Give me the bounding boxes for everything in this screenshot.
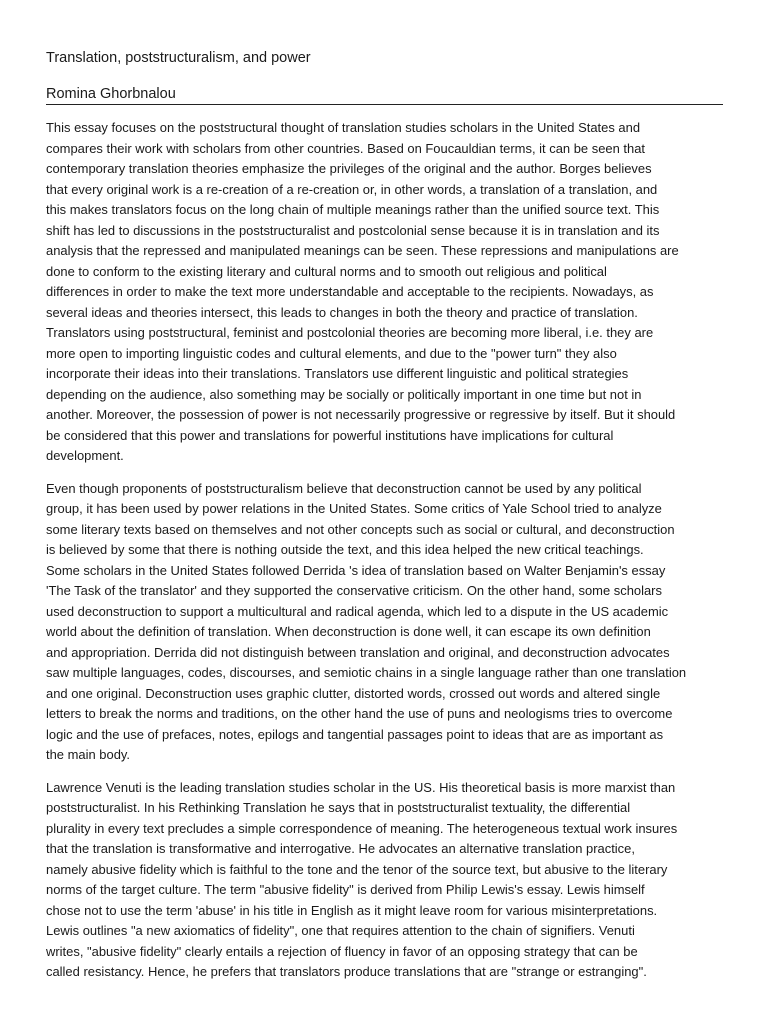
text-line: letters to break the norms and traditions, on the other hand the use of puns and neologisms tries to overcome <box>46 706 673 721</box>
text-line: This essay focuses on the poststructural thought of translation studies scholars in the United States and <box>46 120 641 135</box>
text-line: and one original. Deconstruction uses graphic clutter, distorted words, crossed out words and altered single <box>46 685 661 701</box>
text-line: differences in order to make the text more understandable and acceptable to the recipients. Nowadays, as <box>46 284 654 299</box>
text-line: writes, "abusive fidelity" clearly entails a rejection of fluency in favor of an opposing strategy that can be <box>46 943 638 959</box>
text-line: development. <box>46 448 124 463</box>
text-line: is believed by some that there is nothing outside the text, and this idea helped the new critical teachings. <box>46 542 644 557</box>
text-line: Lewis outlines "a new axiomatics of fidelity", one that requires attention to the chain of signifiers. Venuti <box>46 923 635 938</box>
text-line: saw multiple languages, codes, discourses, and semiotic chains in a single language rather than one translation <box>46 665 687 680</box>
text-line: called resistancy. Hence, he prefers that translators produce translations that are "strange or estranging". <box>46 964 647 979</box>
text-line: this makes translators focus on the long chain of multiple meanings rather than the unified source text. This <box>46 202 660 217</box>
text-line: used deconstruction to support a multicultural and radical agenda, which led to a dispute in the US academic <box>46 603 669 619</box>
text-line: that every original work is a re-creation of a re-creation or, in other words, a translation of a translation, and <box>46 181 658 197</box>
document-title: Translation, poststructuralism, and power <box>46 50 311 66</box>
text-line: logic and the use of prefaces, notes, epilogs and tangential passages point to ideas that are as important as <box>46 726 664 742</box>
document-author: Romina Ghorbnalou <box>46 86 176 102</box>
text-line: contemporary translation theories emphasize the privileges of the original and the author. Borges believes <box>46 161 652 176</box>
text-line: namely abusive fidelity which is faithful to the tone and the tenor of the source text, but abusive to the literary <box>46 861 668 877</box>
paragraph <box>46 118 726 467</box>
paragraph <box>46 778 726 983</box>
title-divider <box>46 104 723 105</box>
paragraph <box>46 479 726 766</box>
text-line: another. Moreover, the possession of power is not necessarily progressive or regressive by itself. But it should <box>46 407 676 422</box>
text-line: depending on the audience, also something may be socially or politically important in one time but not in <box>46 386 642 402</box>
text-line: some literary texts based on themselves and not other concepts such as social or cultural, and deconstruction <box>46 521 675 537</box>
text-line: more open to importing linguistic codes and cultural elements, and due to the "power turn" they also <box>46 345 617 361</box>
text-line: compares their work with scholars from other countries. Based on Foucauldian terms, it can be seen that <box>46 140 646 156</box>
text-line: analysis that the repressed and manipulated meanings can be seen. These repressions and manipulations are <box>46 243 679 258</box>
text-line: be considered that this power and translations for powerful institutions have implications for cultural <box>46 427 614 443</box>
text-line: Some scholars in the United States followed Derrida 's idea of translation based on Walter Benjamin's essay <box>46 562 666 578</box>
text-line: group, it has been used by power relations in the United States. Some critics of Yale School tried to analyze <box>46 501 662 516</box>
text-line: done to conform to the existing literary and cultural norms and to smooth out religious and political <box>46 263 607 279</box>
text-line: shift has led to discussions in the poststructuralist and postcolonial sense because it is in translation and its <box>46 222 660 238</box>
text-line: Translators using poststructural, feminist and postcolonial theories are becoming more liberal, i.e. they are <box>46 325 654 340</box>
text-line: Even though proponents of poststructuralism believe that deconstruction cannot be used by any political <box>46 480 642 496</box>
text-line: and appropriation. Derrida did not distinguish between translation and original, and deconstruction advocates <box>46 644 670 660</box>
document-body <box>46 118 726 995</box>
text-line: norms of the target culture. The term "abusive fidelity" is derived from Philip Lewis's essay. Lewis himself <box>46 882 645 897</box>
text-line: plurality in every text precludes a simple correspondence of meaning. The heterogeneous textual work insures <box>46 820 678 836</box>
text-line: Lawrence Venuti is the leading translation studies scholar in the US. His theoretical basis is more marxist than <box>46 779 676 795</box>
text-line: world about the definition of translation. When deconstruction is done well, it can escape its own definition <box>46 624 651 639</box>
text-line: the main body. <box>46 747 131 762</box>
text-line: several ideas and theories intersect, this leads to changes in both the theory and practice of translation. <box>46 304 638 320</box>
text-line: incorporate their ideas into their translations. Translators use different linguistic and political strategies <box>46 366 629 381</box>
text-line: that the translation is transformative and interrogative. He advocates an alternative translation practice, <box>46 841 635 856</box>
text-line: 'The Task of the translator' and they supported the conservative criticism. On the other hand, some scholars <box>46 583 662 598</box>
text-line: poststructuralist. In his Rethinking Translation he says that in poststructuralist textuality, the differential <box>46 800 631 815</box>
text-line: chose not to use the term 'abuse' in his title in English as it might leave room for various misinterpretations. <box>46 902 658 918</box>
